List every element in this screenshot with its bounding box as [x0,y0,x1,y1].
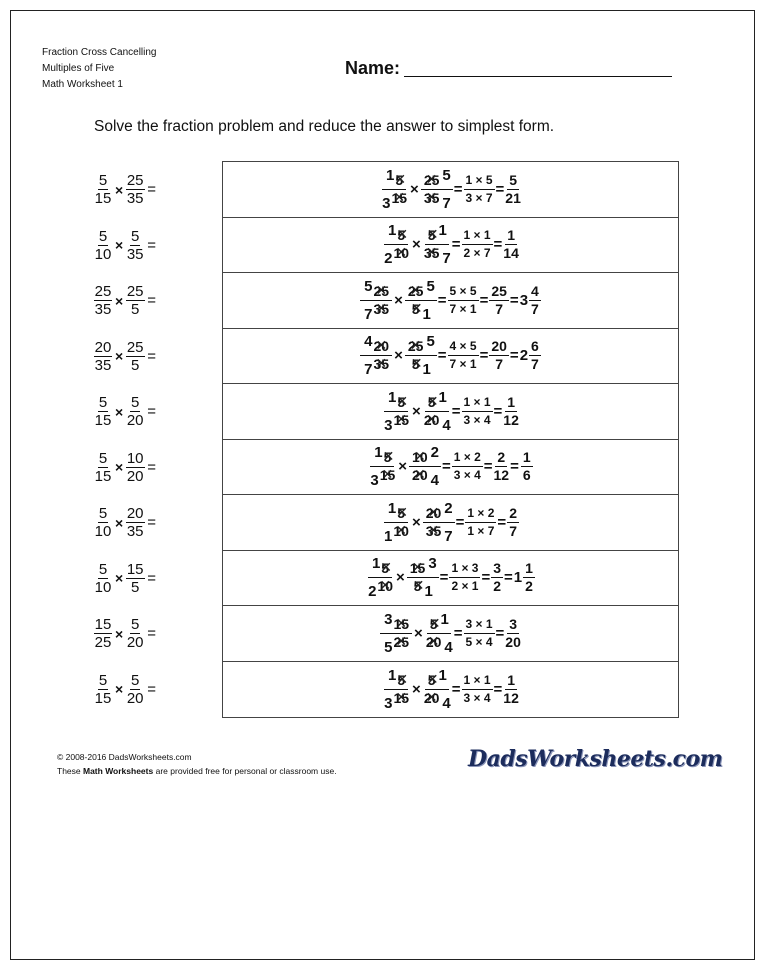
answer-row [223,662,678,718]
fraction: $\frac{5}{15}$ [94,172,112,208]
equals-sign: = [147,680,156,698]
multiply-sign: × [412,402,421,420]
problem-row [92,662,214,718]
equals-sign: = [453,180,463,198]
dadsworksheets-logo: DadsWorksheets.com [468,746,723,772]
equals-sign: = [147,347,156,365]
cancelled-fraction: 3 15 ✕ 5 25 ✕ [380,616,412,651]
product-fraction: $\frac{1 \times 2}{1 \times 7}$ [467,505,495,538]
simplified-fraction: $\frac{3}{2}$ [493,560,502,595]
cancelled-fraction: 1 5 ✕ 2 10 ✕ [382,227,410,262]
product-fraction: $\frac{1 \times 1}{3 \times 4}$ [463,672,491,705]
fraction: $\frac{5}{15}$ [94,394,112,430]
multiply-sign: × [115,681,124,698]
equals-sign: = [481,569,491,587]
name-field[interactable] [404,76,672,77]
fraction: $\frac{5}{15}$ [94,671,112,707]
problem-row [92,495,214,551]
simplified-fraction: $\frac{1}{12}$ [503,671,519,706]
cancelled-fraction: 25 ✕ 5 35 ✕ 7 [421,172,453,207]
fraction: $\frac{5}{20}$ [126,616,144,652]
product-fraction: $\frac{3 \times 1}{5 \times 4}$ [465,616,493,649]
fraction: $\frac{20}{35}$ [94,338,112,374]
fraction: $\frac{25}{35}$ [94,283,112,319]
equals-sign: = [509,347,519,365]
cancelled-fraction: 1 5 ✕ 1 10 ✕ [382,505,410,540]
problem-list [92,162,214,717]
multiply-sign: × [394,291,403,309]
problem-row [92,606,214,662]
fraction: $\frac{5}{15}$ [94,449,112,485]
final-answer: 3 4 7 [519,282,539,317]
problem-row [92,329,214,385]
product-fraction: $\frac{1 \times 1}{2 \times 7}$ [463,228,491,261]
answer-row [223,384,678,440]
multiply-sign: × [412,680,421,698]
simplified-fraction: $\frac{3}{20}$ [505,615,521,650]
answer-row [223,329,678,385]
equals-sign: = [451,236,461,254]
equals-sign: = [451,680,461,698]
cancelled-fraction: 5 ✕ 1 20 ✕ 4 [423,394,451,429]
simplified-fraction: $\frac{2}{12}$ [493,449,510,484]
cancelled-fraction: 10 ✕ 2 20 ✕ 4 [409,449,441,484]
equals-sign: = [451,402,461,420]
answer-row [223,218,678,274]
multiply-sign: × [414,624,423,642]
answer-row [223,495,678,551]
equals-sign: = [441,458,451,476]
problem-row [92,384,214,440]
multiply-sign: × [115,625,124,642]
multiply-sign: × [115,237,124,254]
multiply-sign: × [411,513,421,531]
equals-sign: = [147,292,156,310]
cancelled-fraction: 15 ✕ 3 5 ✕ 1 [407,560,439,595]
multiply-sign: × [115,459,124,476]
copyright: © 2008-2016 DadsWorksheets.com [57,752,192,762]
multiply-sign: × [398,458,408,476]
equals-sign: = [147,514,156,532]
product-fraction: $\frac{1 \times 3}{2 \times 1}$ [451,561,479,594]
cancelled-fraction: 1 5 ✕ 2 10 ✕ [366,560,394,595]
equals-sign: = [483,458,493,476]
multiply-sign: × [412,236,421,254]
answer-row [223,162,678,218]
simplified-fraction: $\frac{20}{7}$ [491,338,507,373]
fraction: $\frac{5}{10}$ [94,560,112,596]
multiply-sign: × [115,570,124,587]
answer-key [222,161,679,718]
equals-sign: = [453,624,463,642]
fraction: $\frac{5}{20}$ [126,671,144,707]
simplified-fraction: $\frac{1}{14}$ [503,227,519,262]
multiply-sign: × [115,181,124,198]
cancelled-fraction: 25 ✕ 5 5 ✕ 1 [405,338,437,373]
cancelled-fraction: 5 ✕ 1 20 ✕ 4 [425,616,453,651]
cancelled-fraction: 1 5 ✕ 3 15 ✕ [382,672,410,707]
final-answer: 1 6 [522,449,531,484]
simplified-fraction: $\frac{25}{7}$ [491,282,507,317]
problem-row [92,162,214,218]
cancelled-fraction: 25 ✕ 5 5 ✕ 1 [405,283,437,318]
equals-sign: = [479,291,489,309]
product-fraction: $\frac{1 \times 1}{3 \times 4}$ [463,394,491,427]
meta-line: Math Worksheet 1 [42,79,123,90]
answer-row [223,606,678,662]
answer-row [223,551,678,607]
cancelled-fraction: 4 20 ✕ 7 35 ✕ [360,338,392,373]
meta-line: Multiples of Five [42,63,115,74]
equals-sign: = [509,291,519,309]
cancelled-fraction: 20 ✕ 2 35 ✕ 7 [423,505,455,540]
product-fraction: $\frac{1 \times 2}{3 \times 4}$ [453,450,481,483]
equals-sign: = [493,680,503,698]
cancelled-fraction: 1 5 ✕ 3 15 ✕ [380,172,408,207]
product-fraction: $\frac{4 \times 5}{7 \times 1}$ [449,339,477,372]
meta-line: Fraction Cross Cancelling [42,47,157,58]
multiply-sign: × [395,569,405,587]
problem-row [92,218,214,274]
equals-sign: = [437,347,447,365]
equals-sign: = [455,513,465,531]
final-answer: 1 1 2 [513,560,533,595]
name-label: Name: [345,58,401,78]
fraction: $\frac{25}{35}$ [126,172,144,208]
equals-sign: = [495,180,505,198]
fraction: $\frac{10}{20}$ [126,449,144,485]
equals-sign: = [147,403,156,421]
problem-row [92,273,214,329]
fraction: $\frac{20}{35}$ [126,505,144,541]
equals-sign: = [147,458,156,476]
multiply-sign: × [394,347,403,365]
equals-sign: = [493,236,503,254]
cancelled-fraction: 1 5 ✕ 3 15 ✕ [368,449,396,484]
cancelled-fraction: 5 25 ✕ 7 35 ✕ [360,283,392,318]
equals-sign: = [147,625,156,643]
worksheet-meta [42,45,157,93]
equals-sign: = [147,181,156,199]
cancelled-fraction: 1 5 ✕ 3 15 ✕ [382,394,410,429]
answer-row [223,440,678,496]
equals-sign: = [495,624,505,642]
equals-sign: = [439,569,449,587]
equals-sign: = [147,236,156,254]
fraction: $\frac{25}{5}$ [126,338,144,374]
equals-sign: = [479,347,489,365]
simplified-fraction: $\frac{1}{12}$ [503,393,519,428]
problem-row [92,440,214,496]
fraction: $\frac{25}{5}$ [126,283,144,319]
fraction: $\frac{5}{35}$ [126,227,144,263]
fraction: $\frac{5}{10}$ [94,227,112,263]
cancelled-fraction: 5 ✕ 1 20 ✕ 4 [423,672,451,707]
equals-sign: = [437,291,447,309]
simplified-fraction: $\frac{2}{7}$ [509,504,517,539]
answer-row [223,273,678,329]
multiply-sign: × [115,292,124,309]
multiply-sign: × [410,180,419,198]
fraction: $\frac{5}{10}$ [94,505,112,541]
equals-sign: = [493,402,503,420]
equals-sign: = [147,569,156,587]
fraction: $\frac{5}{20}$ [126,394,144,430]
final-answer: 2 6 7 [519,338,539,373]
fraction: $\frac{15}{5}$ [126,560,144,596]
multiply-sign: × [115,403,124,420]
equals-sign: = [504,569,513,587]
multiply-sign: × [115,348,124,365]
problem-row [92,551,214,607]
equals-sign: = [510,458,519,476]
equals-sign: = [497,513,507,531]
product-fraction: $\frac{1 \times 5}{3 \times 7}$ [465,172,493,205]
footer [57,750,337,778]
multiply-sign: × [115,514,124,531]
cancelled-fraction: 5 ✕ 1 35 ✕ 7 [423,227,451,262]
instructions: Solve the fraction problem and reduce the answer to simplest form. [94,118,555,135]
fraction: $\frac{15}{25}$ [94,616,112,652]
usage-note: These Math Worksheets are provided free for personal or classroom use. [57,766,337,776]
simplified-fraction: $\frac{5}{21}$ [505,171,521,206]
product-fraction: $\frac{5 \times 5}{7 \times 1}$ [449,283,477,316]
